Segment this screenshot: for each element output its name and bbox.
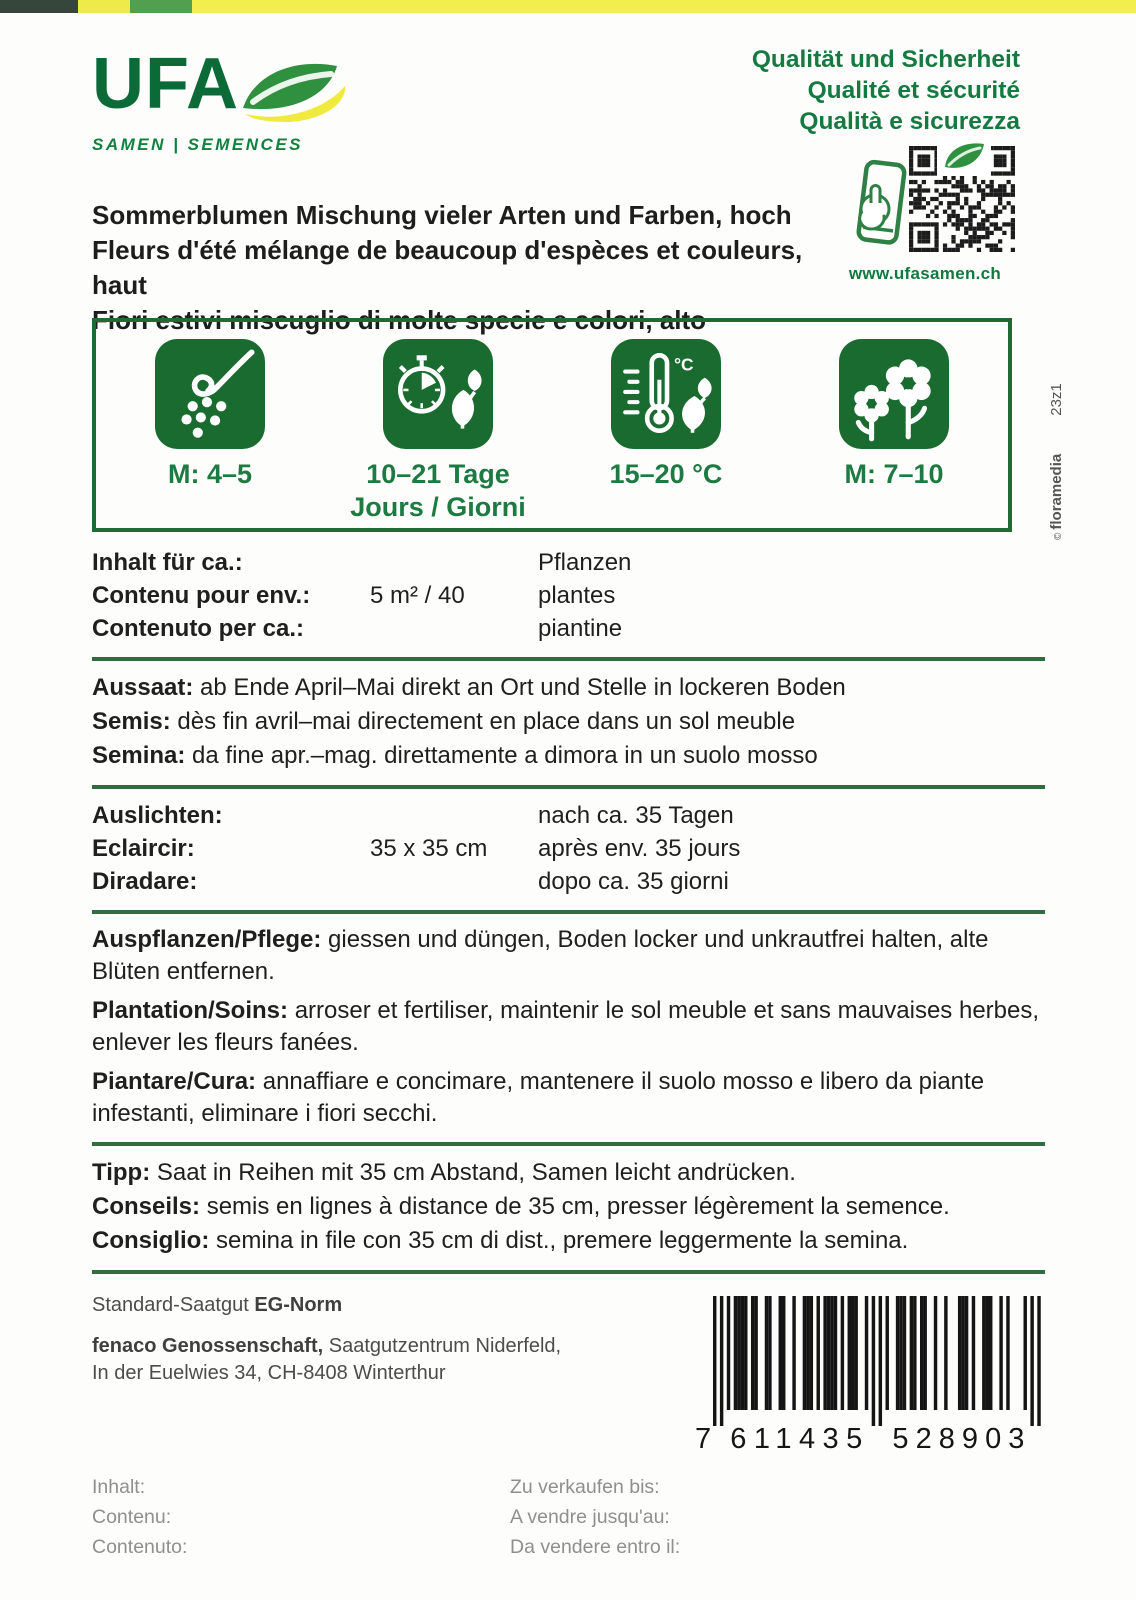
title-line-de: Sommerblumen Mischung vieler Arten und Farben, hoch xyxy=(92,200,792,230)
fill-in-labels xyxy=(92,1472,1045,1562)
thinning-spacing-value: 35 x 35 cm xyxy=(370,835,488,862)
care-para-it xyxy=(92,1066,1045,1130)
tip-text-it: semina in file con 35 cm di dist., premere leggermente la semina. xyxy=(216,1227,909,1254)
sowing-lead-de: Aussaat: xyxy=(92,674,194,701)
care-lead-de: Auspflanzen/Pflege: xyxy=(92,926,322,953)
norm-bold: EG-Norm xyxy=(254,1294,343,1316)
stopwatch-seedling-icon xyxy=(383,339,493,449)
sowing-depth-label: M: 4–5 xyxy=(167,459,253,489)
content-label-fr: Contenu pour env.: xyxy=(92,582,311,609)
printer-name: floramedia xyxy=(1048,453,1065,530)
product-title xyxy=(92,198,832,338)
temperature-label: 15–20 °C xyxy=(609,459,723,489)
title-line-fr: Fleurs d'été mélange de beaucoup d'espèces et couleurs, haut xyxy=(92,235,803,300)
company-name: fenaco Genossenschaft, xyxy=(92,1335,324,1357)
sowing-row-it xyxy=(92,739,1045,773)
ean13-barcode xyxy=(695,1296,1045,1452)
sowing-lead-it: Semina: xyxy=(92,742,186,769)
thinning-label-de: Auslichten: xyxy=(92,802,223,829)
content-unit-de: Pflanzen xyxy=(538,549,632,576)
norm-regular: Standard-Saatgut xyxy=(92,1294,249,1316)
temperature-cell xyxy=(552,322,780,528)
address-line2: In der Euelwies 34, CH-8408 Winterthur xyxy=(92,1362,446,1384)
content-unit-it: piantine xyxy=(538,615,623,642)
producer-address xyxy=(92,1284,672,1457)
section-divider xyxy=(92,1270,1045,1274)
tip-text-fr: semis en lignes à distance de 35 cm, presser légèrement la semence. xyxy=(206,1193,950,1220)
care-para-de xyxy=(92,924,1045,988)
content-label-de: Inhalt für ca.: xyxy=(92,549,243,576)
address-line1 xyxy=(92,1333,672,1360)
sowing-row-fr xyxy=(92,705,1045,739)
sowing-text-de: ab Ende April–Mai direkt an Ort und Stelle in lockeren Boden xyxy=(200,674,846,701)
germination-label xyxy=(350,458,526,524)
flowering-cell xyxy=(780,322,1008,528)
fill-contenuto: Contenuto: xyxy=(92,1536,188,1558)
germination-cell xyxy=(324,322,552,528)
content-value: 5 m² / 40 xyxy=(370,582,465,609)
sellby-de: Zu verkaufen bis: xyxy=(510,1476,660,1498)
care-text-de: giessen und düngen, Boden locker und unkrautfrei halten, alte Blüten entfernen. xyxy=(92,926,989,985)
content-unit-fr: plantes xyxy=(538,582,616,609)
title-line-it: Fiori estivi miscuglio di molte specie e colori, alto xyxy=(92,305,707,335)
fill-inhalt: Inhalt: xyxy=(92,1476,146,1498)
strip-yellow-long-segment xyxy=(192,0,1136,13)
packet-edge-strip xyxy=(0,0,1136,13)
care-section xyxy=(92,924,1045,1130)
germination-days: 10–21 Tage xyxy=(366,459,510,489)
tip-row-it xyxy=(92,1224,1045,1258)
tip-text-de: Saat in Reihen mit 35 cm Abstand, Samen leicht andrücken. xyxy=(156,1159,796,1186)
qr-leaf-icon xyxy=(937,136,991,176)
thinning-when-de: nach ca. 35 Tagen xyxy=(538,802,734,829)
thinning-when-fr: après env. 35 jours xyxy=(538,835,741,862)
svg-text:7: 7 xyxy=(695,1423,712,1452)
quality-line-fr: Qualité et sécurité xyxy=(807,77,1020,104)
svg-text:611435: 611435 xyxy=(730,1423,863,1452)
quality-line-de: Qualität und Sicherheit xyxy=(751,46,1020,73)
seed-norm xyxy=(92,1292,672,1319)
ufa-logo xyxy=(92,44,351,155)
barcode xyxy=(695,1284,1045,1457)
flowering-label: M: 7–10 xyxy=(844,459,944,489)
quality-claim xyxy=(752,44,1020,137)
strip-dark-segment xyxy=(0,0,78,13)
ufa-logo-text: UFA xyxy=(92,44,239,124)
copyright-icon: © xyxy=(1053,532,1064,540)
sowing-lead-fr: Semis: xyxy=(92,708,171,735)
content-table xyxy=(92,546,1045,645)
content-fill-labels xyxy=(92,1472,510,1562)
section-divider xyxy=(92,910,1045,914)
tip-section xyxy=(92,1156,1045,1258)
culture-icon-panel xyxy=(92,318,1012,532)
ufa-logo-subtitle: SAMEN | SEMENCES xyxy=(92,135,304,154)
thinning-label-fr: Eclaircir: xyxy=(92,835,195,862)
tip-lead-fr: Conseils: xyxy=(92,1193,201,1220)
thinning-when-it: dopo ca. 35 giorni xyxy=(538,868,729,895)
sowing-row-de xyxy=(92,671,1045,705)
content-label-it: Contenuto per ca.: xyxy=(92,615,305,642)
strip-yellow-segment xyxy=(78,0,130,13)
sowing-hand-icon xyxy=(155,339,265,449)
sell-by-labels xyxy=(510,1472,680,1562)
sowing-text-fr: dès fin avril–mai directement en place dans un sol meuble xyxy=(177,708,796,735)
care-para-fr xyxy=(92,995,1045,1059)
care-text-fr: arroser et fertiliser, maintenir le sol meuble et sans mauvaises herbes, enlever les fleurs fanées. xyxy=(92,997,1040,1056)
care-text-it: annaffiare e concimare, mantenere il suolo mosso e libero da piante infestanti, eliminare i fiori secchi. xyxy=(92,1068,985,1127)
sowing-section xyxy=(92,671,1045,773)
tip-lead-de: Tipp: xyxy=(92,1159,151,1186)
care-lead-fr: Plantation/Soins: xyxy=(92,997,289,1024)
sellby-it: Da vendere entro il: xyxy=(510,1536,681,1558)
printer-credit xyxy=(1048,383,1065,540)
tip-row-fr xyxy=(92,1190,1045,1224)
phone-scan-icon xyxy=(849,151,907,260)
thinning-label-it: Diradare: xyxy=(92,868,198,895)
germination-days-translation: Jours / Giorni xyxy=(350,492,526,522)
section-divider xyxy=(92,785,1045,789)
fill-contenu: Contenu: xyxy=(92,1506,172,1528)
tip-row-de xyxy=(92,1156,1045,1190)
qr-block xyxy=(835,146,1015,284)
tip-lead-it: Consiglio: xyxy=(92,1227,210,1254)
section-divider xyxy=(92,657,1045,661)
quality-line-it: Qualità e sicurezza xyxy=(799,108,1020,135)
thinning-table xyxy=(92,799,1045,898)
thermometer-seedling-icon xyxy=(611,339,721,449)
svg-text:°C: °C xyxy=(674,354,694,375)
care-lead-it: Piantare/Cura: xyxy=(92,1068,257,1095)
sellby-fr: A vendre jusqu'au: xyxy=(510,1506,670,1528)
flowers-icon xyxy=(839,339,949,449)
website-url: www.ufasamen.ch xyxy=(848,264,1002,283)
strip-green-segment xyxy=(130,0,192,13)
address-rest: Saatgutzentrum Niderfeld, xyxy=(328,1335,562,1357)
section-divider xyxy=(92,1142,1045,1146)
instruction-sections xyxy=(92,546,1045,1457)
sowing-text-it: da fine apr.–mag. direttamente a dimora in un suolo mosso xyxy=(192,742,818,769)
leaf-logo-icon xyxy=(233,52,351,131)
svg-text:528903: 528903 xyxy=(892,1423,1025,1452)
sowing-depth-cell xyxy=(96,322,324,528)
footer xyxy=(92,1284,1045,1457)
print-code: 23z1 xyxy=(1048,383,1065,416)
